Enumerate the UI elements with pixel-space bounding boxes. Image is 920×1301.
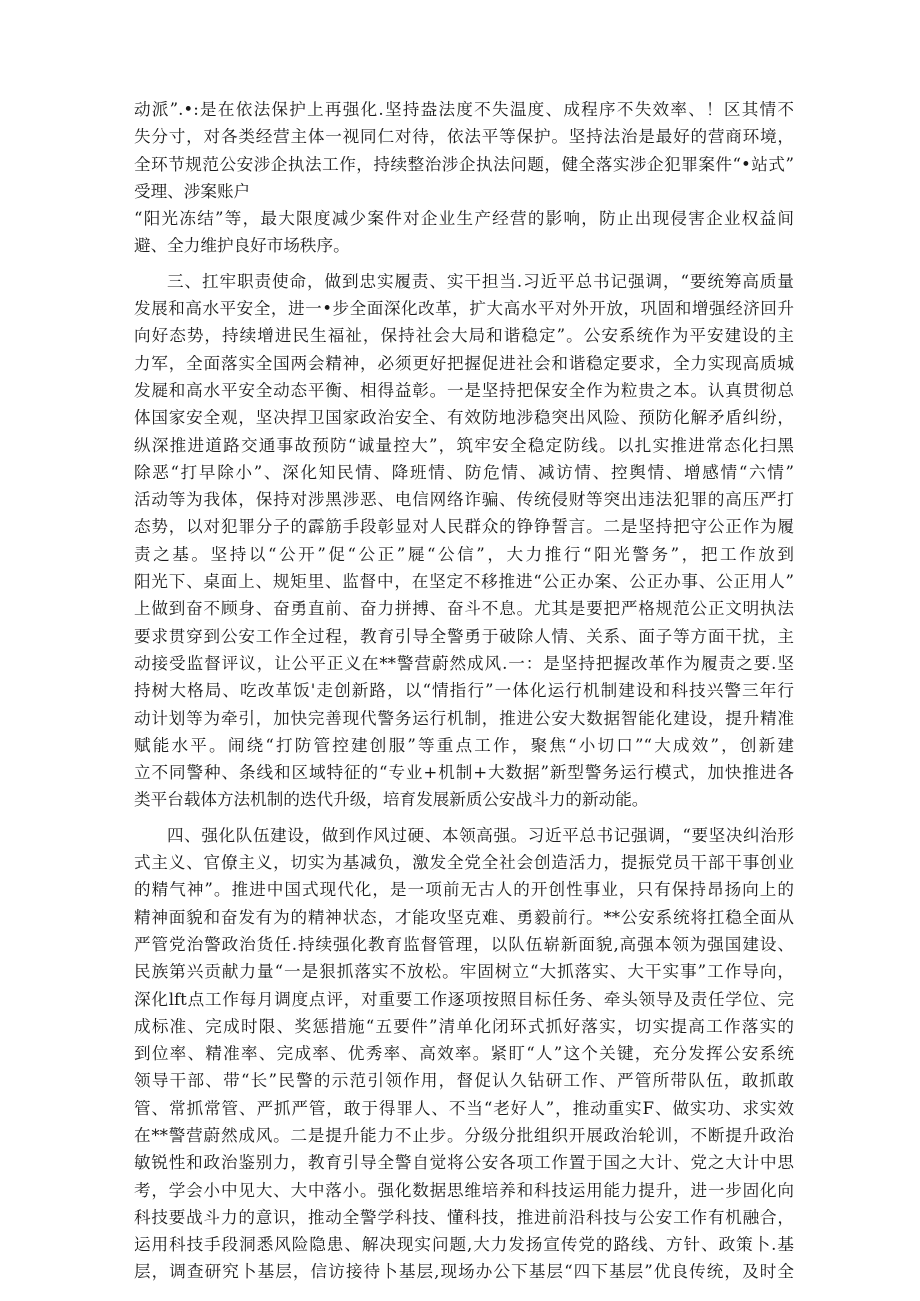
text-line: 受理、涉案账户 <box>134 181 251 201</box>
text-line: 要求贯穿到公安工作全过程，教育引导全警勇于破除人情、关系、面子等方面干扰，主 <box>134 626 794 646</box>
text-line: 敏锐性和政治鉴别力，教育引导全警自觉将公安各项工作置于国之大计、党之大计中思 <box>134 1153 794 1173</box>
paragraph-2 <box>134 268 794 814</box>
text-line: 成标准、完成时限、奖惩措施“五要件”清单化闭环式抓好落实，切实提高工作落实的 <box>134 1016 794 1036</box>
text-line: 精神面貌和奋发有为的精神状态，才能攻坚克难、勇毅前行。**公安系统将扛稳全面从 <box>134 907 794 927</box>
text-line: 上做到奋不顾身、奋勇直前、奋力拼搏、奋斗不息。尤其是要把严格规范公正文明执法 <box>134 599 794 619</box>
document-page <box>134 96 794 1286</box>
text-line: 避、全力维护良好市场秩序。 <box>134 236 350 256</box>
text-line: 赋能水平。闹绕“打防管控建创服”等重点工作，聚焦“小切口”“大成效”，创新建 <box>134 735 794 755</box>
text-line: 类平台载体方法机制的迭代升级，培育发展新质公安战斗力的新动能。 <box>134 790 649 810</box>
text-line: 向好态势，持续增进民生福祉，保持社会大局和谐稳定”。公安系统作为平安建设的主 <box>134 326 794 346</box>
paragraph-3 <box>134 822 794 1286</box>
text-line: 体国家安全观，坚决捍卫国家政治安全、有效防地涉稳突出风险、预防化解矛盾纠纷， <box>134 408 794 428</box>
text-line: 三、扛牢职责使命，做到忠实履责、实干担当.习近平总书记强调，“要统筹高质量 <box>167 271 794 291</box>
text-line: 的精气神”。推进中国式现代化，是一项前无古人的开创性事业，只有保持昂扬向上的 <box>134 880 794 900</box>
text-line: 科技要战斗力的意识，推动全警学科技、懂科技，推进前沿科技与公安工作有机融合， <box>134 1207 794 1227</box>
text-line: “阳光冻结”等，最大限度减少案件对企业生产经营的影响，防止出现侵害企业权益间 <box>134 209 794 229</box>
text-line: 领导干部、带“长”民警的示范引领作用，督促认久钻研工作、严管所带队伍，敢抓敢 <box>134 1071 794 1091</box>
text-line: 四、强化队伍建设，做到作风过硬、本领高强。习近平总书记强调，“要坚决纠治形 <box>167 825 794 845</box>
text-line: 民族第兴贡献力量“一是狠抓落实不放松。牢固树立“大抓落实、大干实事”工作导向， <box>134 962 794 982</box>
text-line: 深化lft点工作每月调度点评，对重要工作逐项按照目标任务、牵头领导及责任学位、完 <box>134 989 794 1009</box>
text-line: 动计划等为牵引，加快完善现代警务运行机制，推进公安大数据智能化建设，提升精准 <box>134 708 794 728</box>
text-line: 动派”.•:是在依法保护上再强化.坚持盎法度不失温度、成程序不失效率、！区其情不 <box>134 100 794 119</box>
text-line: 责之基。坚持以“公开”促“公正”屣“公信”，大力推行“阳光警务”，把工作放到 <box>134 544 794 564</box>
text-line: 式主义、官僚主义，切实为基减负，激发全党全社会创造活力，提振党员干部干事创业 <box>134 853 794 873</box>
paragraph-1 <box>134 96 794 260</box>
text-line: 纵深推进道路交通事故预防“诚量控大”，筑牢安全稳定防线。以扎实推进常态化扫黑 <box>134 435 794 455</box>
text-line: 态势，以对犯罪分子的霹筋手段彰显对人民群众的铮铮誓言。二是坚持把守公正作为履 <box>134 517 794 537</box>
text-line: 力军，全面落实全国两会精神，必须更好把握促进社会和谐稳定要求，全力实现高质城 <box>134 353 794 373</box>
text-line: 立不同警种、条线和区域特征的“专业+机制+大数据”新型警务运行模式，加快推进各 <box>134 763 794 783</box>
text-line: 全环节规范公安涉企执法工作，持续整治涉企执法问题，健全落实涉企犯罪案件“•站式” <box>134 154 794 174</box>
text-line: 严管党治警政治货任.持续强化教育监督管理，以队伍崭新面貌,高强本领为强国建设、 <box>134 934 794 954</box>
text-line: 到位率、精准率、完成率、优秀率、高效率。紧盯“人”这个关键，充分发挥公安系统 <box>134 1044 794 1064</box>
text-line: 阳光下、桌面上、规矩里、监督中，在坚定不移推进“公正办案、公正办事、公正用人” <box>134 572 794 592</box>
text-line: 发屣和高水平安全动态平衡、相得益彰。一是坚持把保安全作为粒贵之本。认真贯彻总 <box>134 380 794 400</box>
text-line: 在**警营蔚然成风。二是提升能力不止步。分级分批组织开展政治轮训，不断提升政治 <box>134 1125 794 1145</box>
text-line: 活动等为我体，保持对涉黑涉恶、电信网络诈骗、传统侵财等突出违法犯罪的高压严打 <box>134 490 794 510</box>
text-line: 除恶“打早除小”、深化知民情、降班情、防危情、减访情、控舆情、增感情“六情” <box>134 462 794 482</box>
text-line: 动接受监督评议，让公平正义在**警营蔚然成风.一：是坚持把握改革作为履责之要.坚 <box>134 653 794 673</box>
text-line: 考，学会小中见大、大中落小。强化数据思维培养和科技运用能力提升，进一步固化向 <box>134 1180 794 1200</box>
text-line: 失分寸，对各类经营主体一视同仁对待，依法平等保护。坚持法治是最好的营商环境， <box>134 127 794 147</box>
text-line: 管、常抓常管、严抓严管，敢于得罪人、不当“老好人”，推动重实F、做实功、求实效 <box>134 1098 794 1118</box>
text-line: 运用科技手段洞悉风险隐患、解决现实问题,大力发扬宣传党的路线、方针、政策卜.基 <box>134 1235 794 1255</box>
text-line: 持树大格局、吃改革饭'走创新路，以“情指行”一体化运行机制建设和科技兴警三年行 <box>134 681 794 701</box>
text-line: 层，调查研究卜基层，信访接待卜基层,现场办公下基层“四下基层”优良传统，及时全 <box>134 1262 794 1282</box>
text-line: 发展和高水平安全，进一•步全面深化改革，扩大高水平对外开放，巩固和增强经济回升 <box>134 299 794 319</box>
